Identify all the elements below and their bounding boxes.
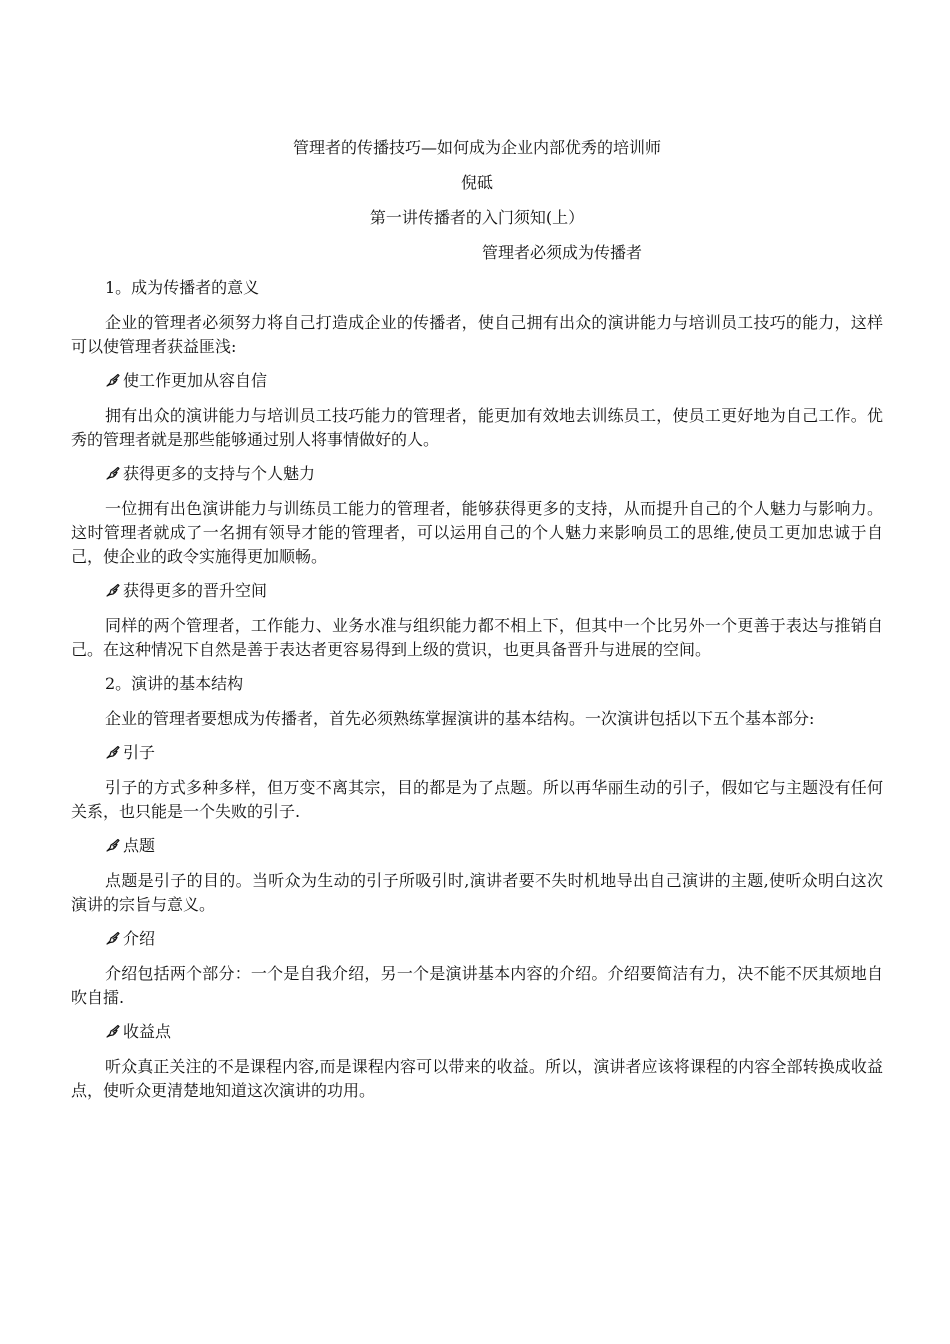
bullet-text: 引子 bbox=[123, 743, 156, 762]
bullet-item-2 bbox=[71, 462, 883, 486]
paragraph-4: 同样的两个管理者，工作能力、业务水准与组织能力都不相上下，但其中一个比另外一个更善于表达与推销自己。在这种情况下自然是善于表达者更容易得到上级的赏识，也更具备晋升与进展的空间。 bbox=[71, 616, 883, 659]
numbered-heading-2: 2。演讲的基本结构 bbox=[105, 674, 244, 693]
bullet-text: 获得更多的支持与个人魅力 bbox=[123, 464, 316, 483]
pointing-hand-icon bbox=[105, 837, 121, 853]
bullet-text: 介绍 bbox=[123, 929, 156, 948]
bullet-item-1 bbox=[71, 369, 883, 393]
pointing-hand-icon bbox=[105, 465, 121, 481]
pointing-hand-icon bbox=[105, 582, 121, 598]
paragraph-8: 介绍包括两个部分：一个是自我介绍，另一个是演讲基本内容的介绍。介绍要简洁有力，决不能不厌其烦地自吹自擂. bbox=[71, 964, 883, 1007]
paragraph-7: 点题是引子的目的。当听众为生动的引子所吸引时,演讲者要不失时机地导出自己演讲的主题,使听众明白这次演讲的宗旨与意义。 bbox=[71, 871, 883, 914]
document-author: 倪砥 bbox=[460, 173, 493, 192]
lecture-title: 第一讲传播者的入门须知(上） bbox=[369, 208, 585, 227]
bullet-item-7 bbox=[71, 1020, 883, 1044]
paragraph-9: 听众真正关注的不是课程内容,而是课程内容可以带来的收益。所以，演讲者应该将课程的内容全部转换成收益点，使听众更清楚地知道这次演讲的功用。 bbox=[71, 1057, 883, 1100]
numbered-heading-1: 1。成为传播者的意义 bbox=[105, 278, 260, 297]
pointing-hand-icon bbox=[105, 1023, 121, 1039]
bullet-item-5 bbox=[71, 834, 883, 858]
paragraph-2: 拥有出众的演讲能力与培训员工技巧能力的管理者，能更加有效地去训练员工，使员工更好地为自己工作。优秀的管理者就是那些能够通过别人将事情做好的人。 bbox=[71, 406, 883, 449]
bullet-text: 使工作更加从容自信 bbox=[123, 371, 268, 390]
bullet-text: 收益点 bbox=[123, 1022, 172, 1041]
pointing-hand-icon bbox=[105, 372, 121, 388]
bullet-text: 点题 bbox=[123, 836, 156, 855]
paragraph-1: 企业的管理者必须努力将自己打造成企业的传播者，使自己拥有出众的演讲能力与培训员工技巧的能力，这样可以使管理者获益匪浅: bbox=[71, 313, 883, 356]
document-title: 管理者的传播技巧—如何成为企业内部优秀的培训师 bbox=[292, 138, 661, 157]
pointing-hand-icon bbox=[105, 930, 121, 946]
pointing-hand-icon bbox=[105, 744, 121, 760]
paragraph-3: 一位拥有出色演讲能力与训练员工能力的管理者，能够获得更多的支持，从而提升自己的个人魅力与影响力。这时管理者就成了一名拥有领导才能的管理者，可以运用自己的个人魅力来影响员工的思维,使员工更加忠诚于自己，使企业的政令实施得更加顺畅。 bbox=[71, 499, 883, 566]
bullet-item-6 bbox=[71, 927, 883, 951]
section-title: 管理者必须成为传播者 bbox=[481, 243, 642, 262]
bullet-text: 获得更多的晋升空间 bbox=[123, 581, 268, 600]
paragraph-6: 引子的方式多种多样，但万变不离其宗，目的都是为了点题。所以再华丽生动的引子，假如它与主题没有任何关系，也只能是一个失败的引子. bbox=[71, 778, 883, 821]
bullet-item-4 bbox=[71, 741, 883, 765]
bullet-item-3 bbox=[71, 579, 883, 603]
paragraph-5: 企业的管理者要想成为传播者，首先必须熟练掌握演讲的基本结构。一次演讲包括以下五个基本部分: bbox=[105, 709, 815, 728]
document-body bbox=[71, 136, 883, 1113]
